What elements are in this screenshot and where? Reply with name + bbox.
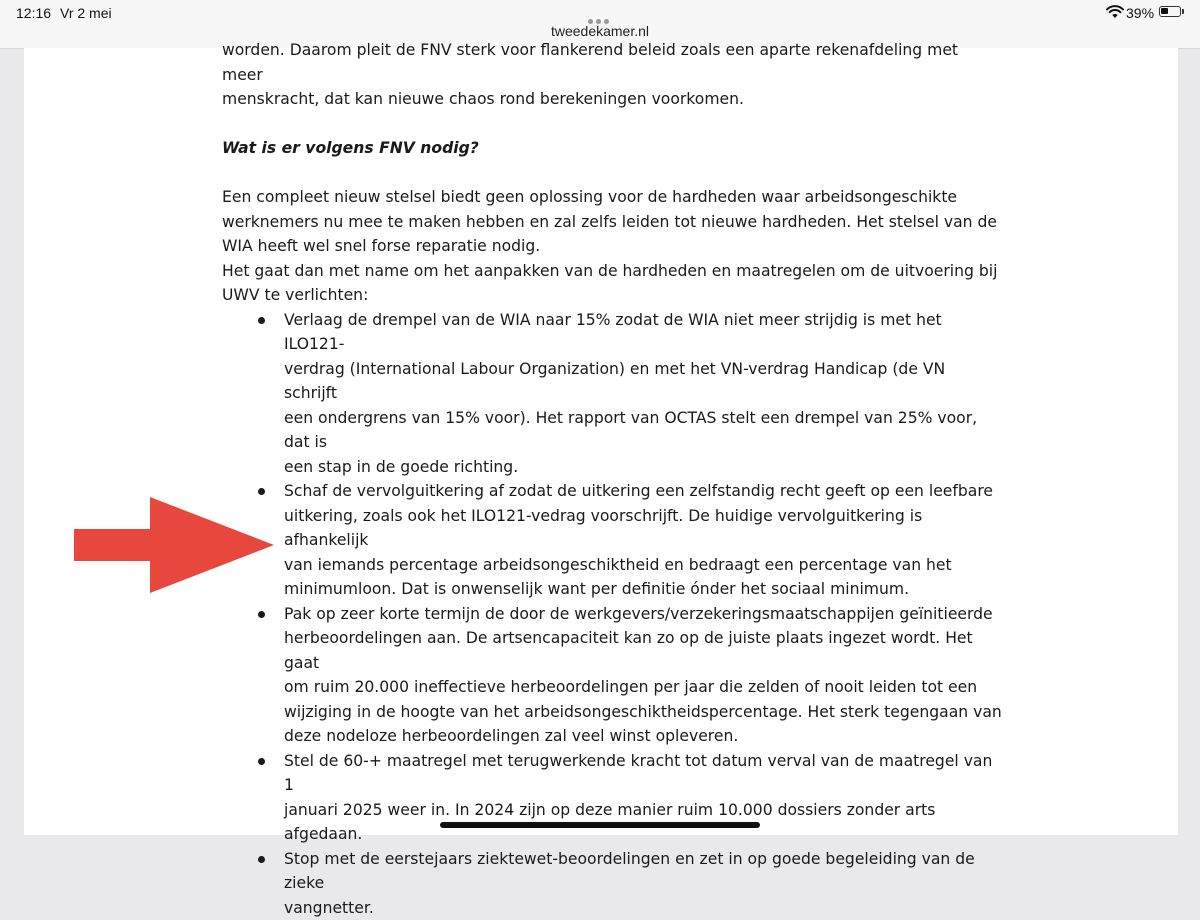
home-indicator[interactable] <box>440 822 760 828</box>
text-line: UWV te verlichten: <box>222 286 368 304</box>
battery-tip <box>1182 9 1184 14</box>
list-item: Schaf de vervolguitkering af zodat de uitkering een zelfstandig recht geeft op een leefbare uitkering, zoals ook het ILO121-vedrag voorschrijft. De huidige vervolguitkering is afhankelijk van iemands percentage arbeidsongeschiktheid en bedraagt een percentage van het minimumloon. Dat is onwenselijk want per definitie ónder het sociaal minimum. <box>222 479 1002 602</box>
text-line: werknemers nu mee te maken hebben en zal zelfs leiden tot nieuwe hardheden. Het stelsel van de <box>222 213 997 231</box>
right-arrow-icon <box>74 497 274 593</box>
clock-time: 12:16 <box>16 5 51 21</box>
text-line: WIA heeft wel snel forse reparatie nodig. <box>222 237 540 255</box>
clock-date: Vr 2 mei <box>60 5 112 21</box>
document-page[interactable] <box>24 48 1178 835</box>
list-item: Verlaag de drempel van de WIA naar 15% zodat de WIA niet meer strijdig is met het ILO121- verdrag (International Labour Organization) en met het VN-verdrag Handicap (de VN schrijft een ondergrens van 15% voor). Het rapport van OCTAS stelt een drempel van 25% voor, dat is een stap in de goede richting. <box>222 308 1002 480</box>
list-item: Stop met de eerstejaars ziektewet-beoordelingen en zet in op goede begeleiding van de zieke vangnetter. <box>222 847 1002 920</box>
list-item: Stel de 60-+ maatregel met terugwerkende kracht tot datum verval van de maatregel van 1 januari 2025 weer in. In 2024 zijn op deze manier ruim 10.000 dossiers zonder arts afgedaan. <box>222 749 1002 847</box>
paragraph-1 <box>222 185 1002 259</box>
more-dots-icon[interactable] <box>588 11 614 17</box>
bullet-icon <box>258 611 265 618</box>
list-item-highlighted: Pak op zeer korte termijn de door de werkgevers/verzekeringsmaatschappijen geïnitieerde herbeoordelingen aan. De artsencapaciteit kan zo op de juiste plaats ingezet wordt. Het gaat om ruim 20.000 ineffectieve herbeoordelingen per jaar die zelden of nooit leiden tot een wijziging in de hoogte van het arbeidsongeschiktheidspercentage. Het sterk tegengaan van deze nodeloze herbeoordelingen zal veel winst opleveren. <box>222 602 1002 749</box>
address-bar-url[interactable]: tweedekamer.nl <box>0 23 1200 39</box>
document-content <box>222 38 1002 920</box>
battery-icon <box>1159 6 1181 17</box>
bullet-icon <box>258 758 265 765</box>
section-heading: Wat is er volgens FNV nodig? <box>222 136 1002 161</box>
battery-fill <box>1161 8 1168 14</box>
text-line: menskracht, dat kan nieuwe chaos rond berekeningen voorkomen. <box>222 90 744 108</box>
bullet-icon <box>258 488 265 495</box>
wifi-icon <box>1106 5 1124 19</box>
bullet-icon <box>258 317 265 324</box>
battery-percent: 39% <box>1126 5 1154 21</box>
paragraph-2 <box>222 259 1002 308</box>
measures-list <box>222 308 1002 920</box>
bullet-icon <box>258 856 265 863</box>
text-line: Een compleet nieuw stelsel biedt geen oplossing voor de hardheden waar arbeidsongeschikte <box>222 188 957 206</box>
text-line: worden. Daarom pleit de FNV sterk voor flankerend beleid zoals een aparte rekenafdeling met meer <box>222 41 958 84</box>
intro-paragraph <box>222 38 1002 112</box>
text-line: Het gaat dan met name om het aanpakken van de hardheden en maatregelen om de uitvoering bij <box>222 262 997 280</box>
